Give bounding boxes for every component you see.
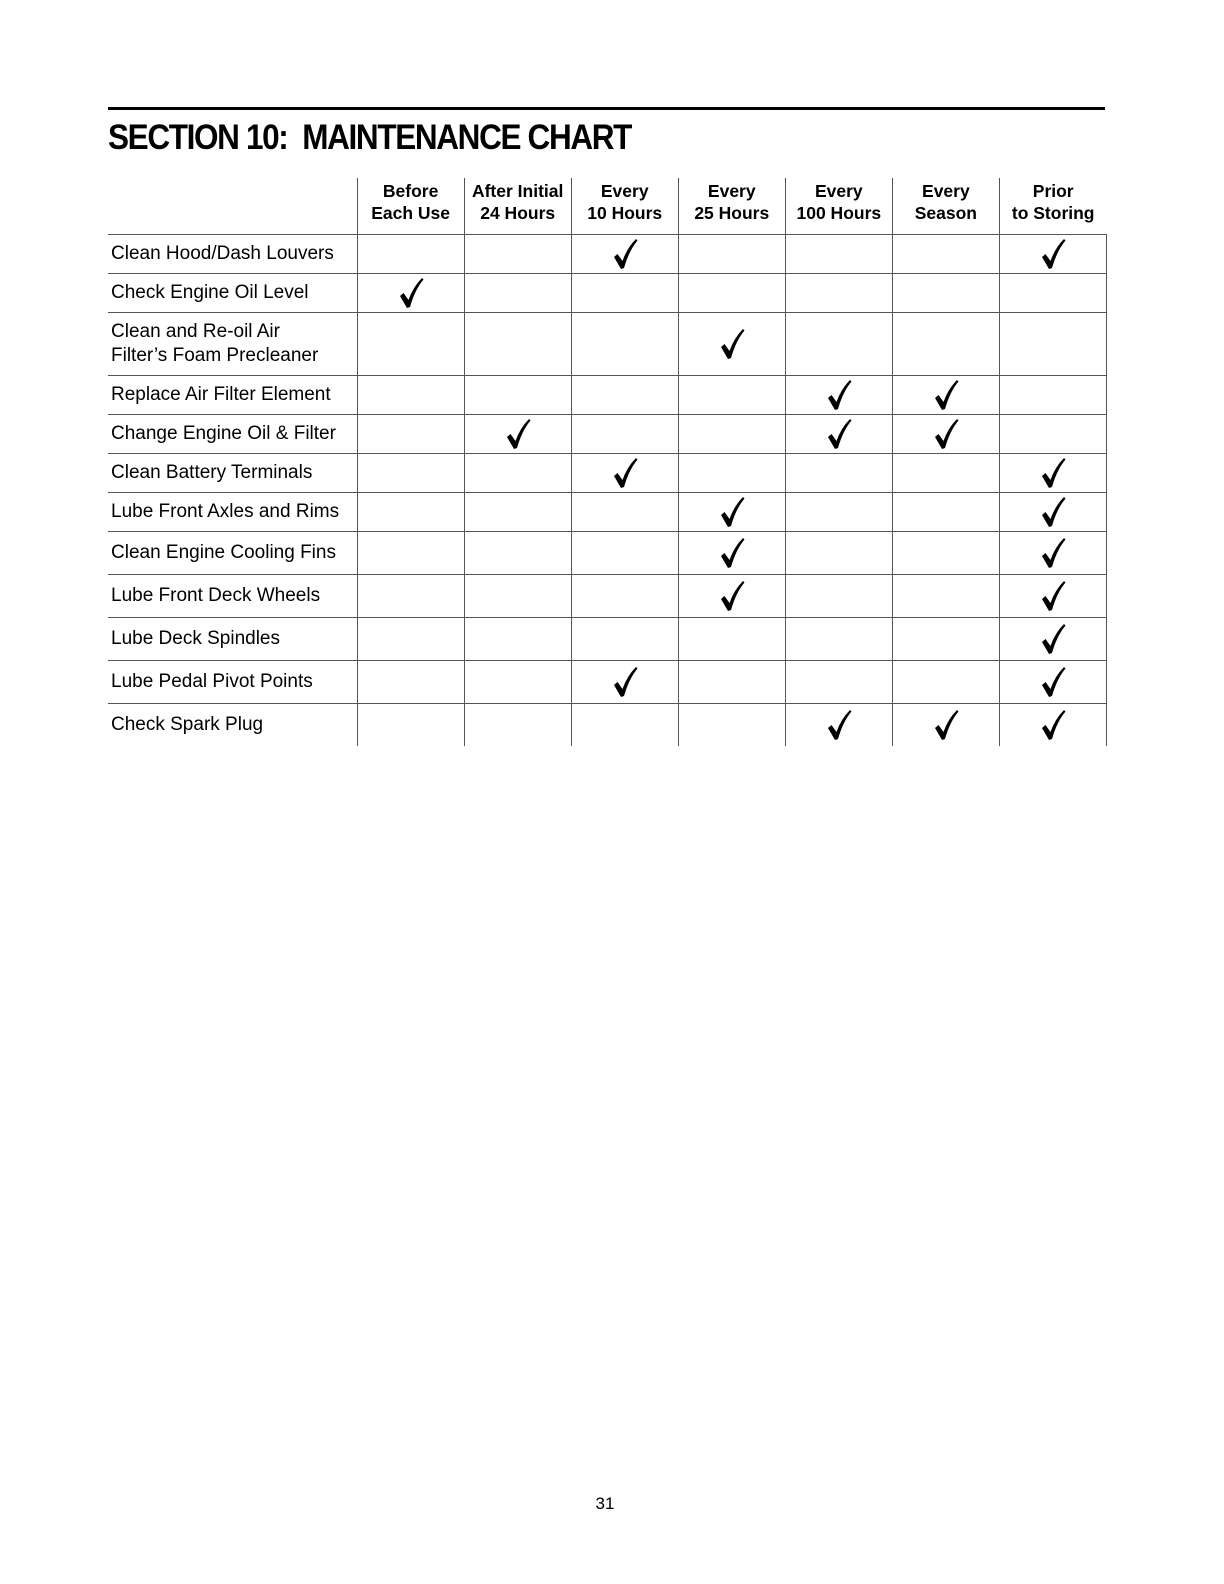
checkmark-icon xyxy=(1040,623,1066,655)
table-row xyxy=(108,618,1107,661)
interval-cell xyxy=(678,376,785,415)
interval-cell xyxy=(785,493,892,532)
interval-cell xyxy=(571,274,678,313)
interval-cell xyxy=(357,704,464,747)
task-label-line: Change Engine Oil & Filter xyxy=(111,423,336,444)
interval-cell xyxy=(571,618,678,661)
checkmark-icon xyxy=(719,496,745,528)
checkmark-icon xyxy=(1040,457,1066,489)
task-label-line: Check Engine Oil Level xyxy=(111,282,309,303)
interval-cell xyxy=(571,313,678,376)
interval-cell xyxy=(464,661,571,704)
checkmark-icon xyxy=(826,709,852,741)
table-row xyxy=(108,575,1107,618)
interval-cell xyxy=(357,661,464,704)
interval-cell xyxy=(464,415,571,454)
interval-cell xyxy=(357,454,464,493)
interval-cell xyxy=(678,704,785,747)
table-row xyxy=(108,313,1107,376)
interval-cell xyxy=(678,274,785,313)
column-header: Before Each Use xyxy=(357,178,464,235)
interval-cell xyxy=(571,235,678,274)
task-label xyxy=(108,661,357,704)
interval-cell xyxy=(892,493,999,532)
task-label xyxy=(108,532,357,575)
task-label-line: Clean Engine Cooling Fins xyxy=(111,542,336,563)
task-label-line: Lube Front Axles and Rims xyxy=(111,501,340,522)
interval-cell xyxy=(892,415,999,454)
task-label-line: Clean Battery Terminals xyxy=(111,462,313,483)
table-row xyxy=(108,235,1107,274)
interval-cell xyxy=(785,532,892,575)
interval-cell xyxy=(999,313,1106,376)
interval-cell xyxy=(464,454,571,493)
interval-cell xyxy=(571,532,678,575)
interval-cell xyxy=(999,454,1106,493)
interval-cell xyxy=(678,532,785,575)
interval-cell xyxy=(678,493,785,532)
interval-cell xyxy=(999,575,1106,618)
interval-cell xyxy=(464,274,571,313)
task-label-line: Lube Pedal Pivot Points xyxy=(111,671,313,692)
checkmark-icon xyxy=(826,418,852,450)
checkmark-icon xyxy=(719,537,745,569)
interval-cell xyxy=(571,415,678,454)
interval-cell xyxy=(571,376,678,415)
checkmark-icon xyxy=(1040,666,1066,698)
maintenance-chart-table xyxy=(108,178,1107,746)
interval-cell xyxy=(892,575,999,618)
interval-cell xyxy=(464,313,571,376)
interval-cell xyxy=(678,454,785,493)
task-label-line: Lube Deck Spindles xyxy=(111,628,280,649)
interval-cell xyxy=(357,313,464,376)
section-top-rule xyxy=(108,107,1105,110)
task-label xyxy=(108,415,357,454)
interval-cell xyxy=(892,661,999,704)
interval-cell xyxy=(464,235,571,274)
interval-cell xyxy=(357,376,464,415)
checkmark-icon xyxy=(505,418,531,450)
interval-cell xyxy=(892,454,999,493)
interval-cell xyxy=(571,704,678,747)
interval-cell xyxy=(571,493,678,532)
interval-cell xyxy=(464,704,571,747)
interval-cell xyxy=(999,704,1106,747)
task-label xyxy=(108,704,357,747)
interval-cell xyxy=(999,532,1106,575)
interval-cell xyxy=(785,454,892,493)
page-number: 31 xyxy=(595,1494,615,1513)
task-label xyxy=(108,274,357,313)
table-row xyxy=(108,493,1107,532)
interval-cell xyxy=(892,274,999,313)
task-label xyxy=(108,454,357,493)
table-row xyxy=(108,704,1107,747)
interval-cell xyxy=(999,274,1106,313)
interval-cell xyxy=(464,618,571,661)
interval-cell xyxy=(357,493,464,532)
interval-cell xyxy=(678,661,785,704)
column-header: Every 10 Hours xyxy=(571,178,678,235)
task-label xyxy=(108,313,357,376)
task-label-line: Check Spark Plug xyxy=(111,714,264,735)
interval-cell xyxy=(999,235,1106,274)
table-row xyxy=(108,661,1107,704)
interval-cell xyxy=(357,618,464,661)
column-header: Every Season xyxy=(892,178,999,235)
interval-cell xyxy=(785,704,892,747)
interval-cell xyxy=(678,575,785,618)
interval-cell xyxy=(678,313,785,376)
interval-cell xyxy=(785,661,892,704)
interval-cell xyxy=(464,493,571,532)
chart-body xyxy=(108,235,1107,747)
header-row xyxy=(108,178,1107,235)
interval-cell xyxy=(999,493,1106,532)
interval-cell xyxy=(999,661,1106,704)
task-label-line: Clean and Re-oil Air xyxy=(111,321,280,342)
checkmark-icon xyxy=(719,580,745,612)
interval-cell xyxy=(464,575,571,618)
checkmark-icon xyxy=(1040,709,1066,741)
interval-cell xyxy=(999,376,1106,415)
interval-cell xyxy=(571,661,678,704)
checkmark-icon xyxy=(826,379,852,411)
checkmark-icon xyxy=(1040,537,1066,569)
checkmark-icon xyxy=(719,328,745,360)
interval-cell xyxy=(785,274,892,313)
header-corner xyxy=(108,178,357,235)
interval-cell xyxy=(571,454,678,493)
task-label-line: Replace Air Filter Element xyxy=(111,384,331,405)
interval-cell xyxy=(785,313,892,376)
interval-cell xyxy=(357,575,464,618)
table-row xyxy=(108,415,1107,454)
interval-cell xyxy=(999,618,1106,661)
interval-cell xyxy=(785,235,892,274)
table-row xyxy=(108,274,1107,313)
interval-cell xyxy=(357,415,464,454)
interval-cell xyxy=(357,235,464,274)
interval-cell xyxy=(892,704,999,747)
checkmark-icon xyxy=(933,709,959,741)
interval-cell xyxy=(999,415,1106,454)
checkmark-icon xyxy=(612,457,638,489)
interval-cell xyxy=(571,575,678,618)
interval-cell xyxy=(892,376,999,415)
section-title: SECTION 10: MAINTENANCE CHART xyxy=(108,118,632,157)
table-row xyxy=(108,532,1107,575)
interval-cell xyxy=(678,235,785,274)
interval-cell xyxy=(892,313,999,376)
interval-cell xyxy=(678,618,785,661)
interval-cell xyxy=(785,575,892,618)
checkmark-icon xyxy=(398,277,424,309)
checkmark-icon xyxy=(1040,238,1066,270)
interval-cell xyxy=(464,532,571,575)
interval-cell xyxy=(357,274,464,313)
column-header: Every 25 Hours xyxy=(678,178,785,235)
task-label xyxy=(108,575,357,618)
task-label-line: Clean Hood/Dash Louvers xyxy=(111,243,334,264)
task-label xyxy=(108,493,357,532)
interval-cell xyxy=(785,415,892,454)
checkmark-icon xyxy=(612,666,638,698)
task-label xyxy=(108,376,357,415)
column-header: After Initial 24 Hours xyxy=(464,178,571,235)
task-label-line: Lube Front Deck Wheels xyxy=(111,585,321,606)
interval-cell xyxy=(892,532,999,575)
interval-cell xyxy=(892,618,999,661)
interval-cell xyxy=(785,618,892,661)
column-header: Prior to Storing xyxy=(999,178,1106,235)
task-label xyxy=(108,235,357,274)
checkmark-icon xyxy=(1040,496,1066,528)
checkmark-icon xyxy=(933,379,959,411)
table-row xyxy=(108,454,1107,493)
checkmark-icon xyxy=(1040,580,1066,612)
checkmark-icon xyxy=(612,238,638,270)
interval-cell xyxy=(785,376,892,415)
column-header: Every 100 Hours xyxy=(785,178,892,235)
checkmark-icon xyxy=(933,418,959,450)
interval-cell xyxy=(357,532,464,575)
interval-cell xyxy=(464,376,571,415)
interval-cell xyxy=(678,415,785,454)
task-label-line: Filter’s Foam Precleaner xyxy=(111,345,319,366)
table-row xyxy=(108,376,1107,415)
task-label xyxy=(108,618,357,661)
interval-cell xyxy=(892,235,999,274)
